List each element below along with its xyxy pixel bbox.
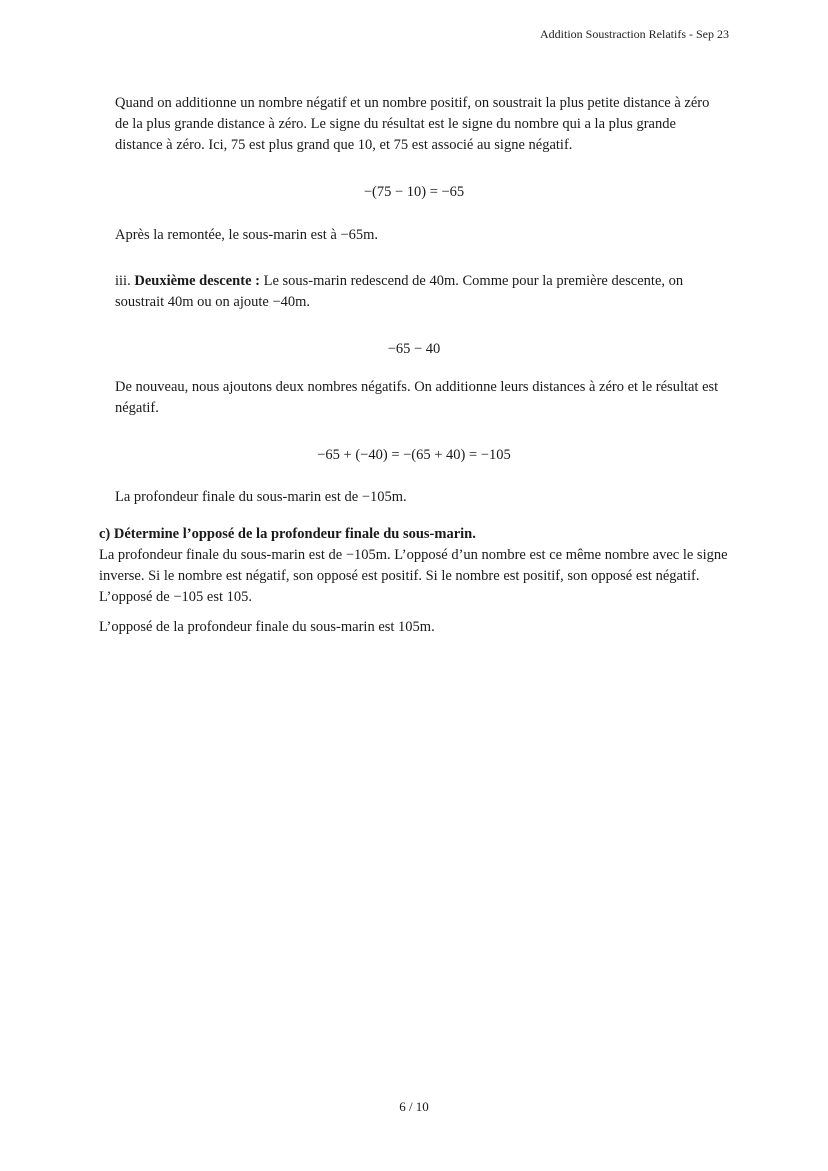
- step-deuxieme-descente: [115, 271, 721, 313]
- document-header-title: Addition Soustraction Relatifs - Sep 23: [540, 27, 729, 41]
- equation-remontee: −(75 − 10) = −65: [363, 184, 465, 200]
- step-number: iii.: [115, 273, 131, 289]
- step-title: Deuxième descente :: [134, 273, 260, 289]
- paragraph-opposite-explanation: La profondeur finale du sous-marin est de −105m. L’opposé d’un nombre est ce même nombre avec le signe inverse. Si le nombre est négatif, son opposé est positif. Si le nombre est positif, son opposé est négatif. L’opposé de −105 est 105.: [99, 547, 728, 605]
- paragraph-final-depth: La profondeur finale du sous-marin est de −105m.: [115, 489, 407, 505]
- page-number: 6 / 10: [399, 1099, 429, 1114]
- paragraph-opposite-answer: L’opposé de la profondeur finale du sous-marin est 105m.: [99, 619, 435, 635]
- question-c-heading: c) Détermine l’opposé de la profondeur finale du sous-marin.: [99, 526, 476, 542]
- paragraph-addition-rule: Quand on additionne un nombre négatif et un nombre positif, on soustrait la plus petite distance à zéro de la plus grande distance à zéro. Le signe du résultat est le signe du nombre qui a la plus grande distance à zéro. Ici, 75 est plus grand que 10, et 75 est associé au signe négatif.: [115, 95, 710, 153]
- equation-descente: −65 − 40: [387, 341, 441, 357]
- equation-final-depth: −65 + (−40) = −(65 + 40) = −105: [317, 447, 511, 463]
- paragraph-negative-addition: De nouveau, nous ajoutons deux nombres négatifs. On additionne leurs distances à zéro et le résultat est négatif.: [115, 379, 719, 416]
- paragraph-after-remontee: Après la remontée, le sous-marin est à −65m.: [115, 227, 379, 243]
- step-text: Le sous-marin redescend de 40m. Comme pour la première descente, on soustrait 40m ou on ajoute −40m.: [115, 273, 684, 310]
